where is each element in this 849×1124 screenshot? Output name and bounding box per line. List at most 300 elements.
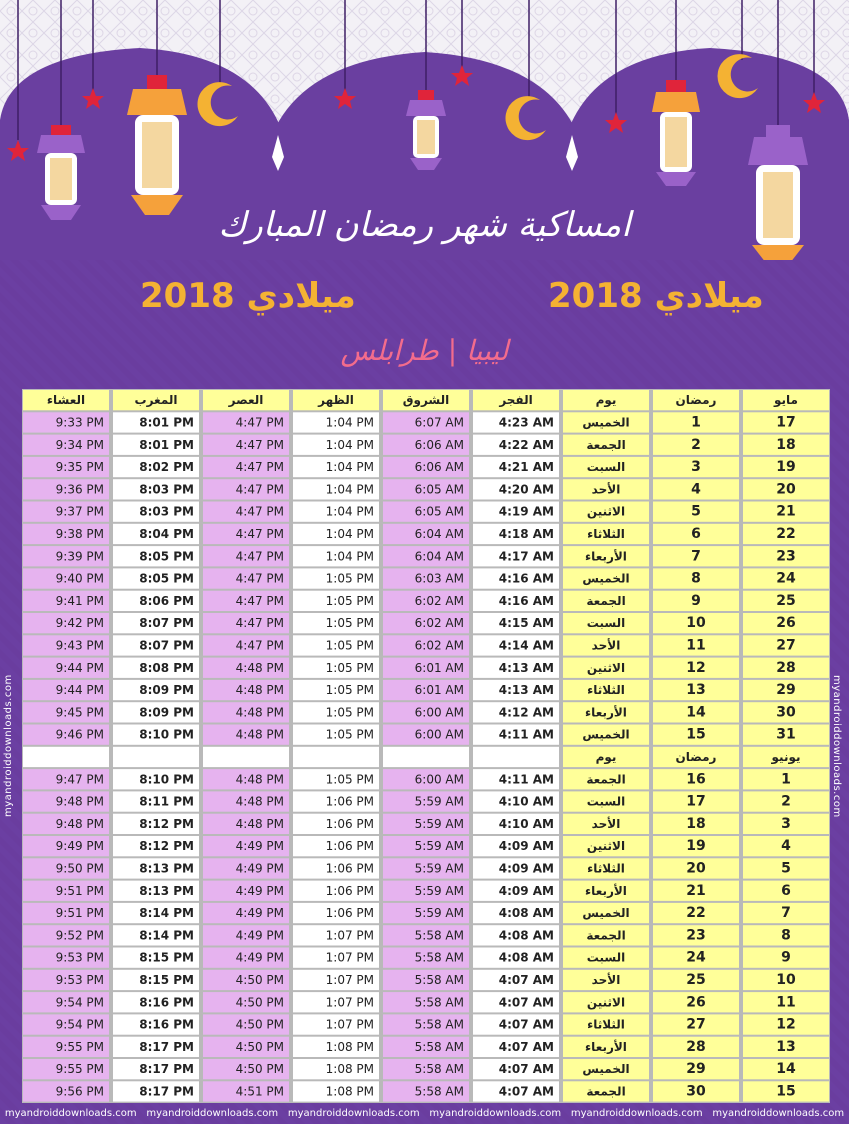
table-cell-text: 8:01 PM (139, 415, 194, 430)
table-cell-text: 19 (686, 838, 706, 855)
table-cell-text: 6:06 AM (414, 460, 464, 475)
table-cell-text: الاثنين (586, 839, 626, 854)
table-cell-text: 9:38 PM (55, 526, 104, 541)
table-cell-text: 4:10 AM (498, 816, 554, 831)
table-cell-text: 1 (781, 771, 791, 788)
table-cell-text: 17 (776, 414, 796, 431)
table-cell-bg (293, 747, 379, 767)
table-cell-text: 14 (686, 704, 706, 721)
column-header: مايو (774, 393, 798, 408)
table-cell-text: 8:14 PM (139, 906, 194, 921)
table-cell-text: الجمعة (586, 593, 626, 608)
table-cell-text: 8:09 PM (139, 705, 194, 720)
table-cell-text: 9:44 PM (55, 660, 104, 675)
table-cell-text: 1:04 PM (325, 460, 374, 475)
table-cell-text: 9:45 PM (55, 705, 104, 720)
table-cell-text: 29 (686, 1061, 706, 1078)
table-cell-text: الاثنين (586, 995, 626, 1010)
table-cell-text: 4:47 PM (235, 437, 284, 452)
table-cell-text: 8:12 PM (139, 839, 194, 854)
table-cell-text: 8:04 PM (139, 526, 194, 541)
table-cell-text: 9:37 PM (55, 504, 104, 519)
table-cell-text: 5:58 AM (414, 1017, 464, 1032)
table-cell-text: 1:08 PM (325, 1062, 374, 1077)
watermark-text: myandroiddownloads.com (429, 1108, 562, 1119)
table-cell-text: 9 (781, 949, 791, 966)
table-cell-text: 9:48 PM (55, 794, 104, 809)
table-cell-text: 8:03 PM (139, 504, 194, 519)
table-cell-text: 26 (776, 615, 796, 632)
table-cell-text: 4:17 AM (498, 549, 554, 564)
column-header: المغرب (134, 393, 178, 408)
table-cell-text: الأربعاء (585, 883, 627, 898)
table-cell-text: 9:53 PM (55, 950, 104, 965)
table-cell-text: 9:35 PM (55, 460, 104, 475)
table-cell-text: 27 (776, 637, 796, 654)
table-cell-text: 1:04 PM (325, 415, 374, 430)
table-cell-text: 8 (691, 570, 701, 587)
table-cell-text: 9:44 PM (55, 683, 104, 698)
table-cell-text: 10 (686, 615, 706, 632)
table-cell-text: 9:39 PM (55, 549, 104, 564)
table-cell-text: 16 (686, 771, 706, 788)
table-cell-text: 15 (776, 1083, 796, 1100)
table-cell-text: 8:14 PM (139, 928, 194, 943)
table-cell-text: 22 (776, 525, 796, 542)
table-cell-text: 6:02 AM (414, 616, 464, 631)
table-cell-text: 9:48 PM (55, 816, 104, 831)
table-cell-text: 9:52 PM (55, 928, 104, 943)
table-cell-text: 5:58 AM (414, 1062, 464, 1077)
table-cell-text: 18 (686, 815, 706, 832)
table-cell-text: 9:54 PM (55, 1017, 104, 1032)
table-cell-text: الأربعاء (585, 1039, 627, 1054)
table-cell-text: 4:16 AM (498, 571, 554, 586)
table-cell-text: 6:00 AM (414, 727, 464, 742)
table-cell-text: 11 (776, 994, 796, 1011)
column-header: الشروق (402, 393, 450, 408)
table-cell-text: 9:51 PM (55, 883, 104, 898)
table-cell-bg (473, 747, 559, 767)
table-cell-text: الأربعاء (585, 705, 627, 720)
table-cell-text: 18 (776, 436, 796, 453)
table-cell-text: 4:47 PM (235, 571, 284, 586)
table-cell-text: 5:58 AM (414, 995, 464, 1010)
table-cell-text: 1:05 PM (325, 616, 374, 631)
table-cell-text: 4:08 AM (498, 906, 554, 921)
table-cell-text: 4:49 PM (235, 839, 284, 854)
table-cell-bg (203, 747, 289, 767)
table-cell-text: 4:07 AM (498, 972, 554, 987)
table-cell-text: 30 (776, 704, 796, 721)
table-cell-text: 4:19 AM (498, 504, 554, 519)
table-cell-text: 19 (776, 459, 796, 476)
table-cell-text: 5:59 AM (414, 883, 464, 898)
table-cell-text: 5:59 AM (414, 861, 464, 876)
table-cell-text: 4:47 PM (235, 526, 284, 541)
table-cell-text: 29 (776, 682, 796, 699)
column-header: يوم (595, 393, 617, 408)
table-cell-text: الخميس (582, 1062, 630, 1077)
table-cell-text: 4:21 AM (498, 460, 554, 475)
table-cell-text: 8:07 PM (139, 638, 194, 653)
table-cell-text: 1:05 PM (325, 638, 374, 653)
table-cell-text: 8:13 PM (139, 861, 194, 876)
table-cell-text: 1:06 PM (325, 794, 374, 809)
table-cell-text: 5:58 AM (414, 928, 464, 943)
table-cell-text: 9:40 PM (55, 571, 104, 586)
table-cell-text: 9:33 PM (55, 415, 104, 430)
table-cell-text: 4:47 PM (235, 415, 284, 430)
table-cell-text: 17 (686, 793, 706, 810)
table-cell-text: 4:14 AM (498, 638, 554, 653)
table-cell-text: 8:13 PM (139, 883, 194, 898)
table-cell-text: 9:46 PM (55, 727, 104, 742)
table-cell-text: السبت (586, 616, 626, 631)
table-cell-text: 4:07 AM (498, 1084, 554, 1099)
table-cell-text: 4:50 PM (235, 1039, 284, 1054)
table-cell-text: 6 (781, 882, 791, 899)
table-cell-text: 4:48 PM (235, 816, 284, 831)
table-cell-text: 1:05 PM (325, 660, 374, 675)
table-cell-text: 1:05 PM (325, 593, 374, 608)
table-cell-text: 4:07 AM (498, 1062, 554, 1077)
table-cell-text: 6:00 AM (414, 705, 464, 720)
column-header: الفجر (499, 393, 533, 408)
column-header: يونيو (771, 749, 801, 764)
table-cell-text: 6:05 AM (414, 482, 464, 497)
table-cell-text: 4:47 PM (235, 549, 284, 564)
table-cell-text: الخميس (582, 906, 630, 921)
table-cell-text: 8:10 PM (139, 727, 194, 742)
table-cell-text: 6:04 AM (414, 549, 464, 564)
table-cell-text: 8 (781, 927, 791, 944)
table-cell-text: 6:01 AM (414, 683, 464, 698)
table-cell-text: 4:11 AM (498, 772, 554, 787)
prayer-times-grid (22, 389, 830, 1103)
table-cell-text: 4:09 AM (498, 839, 554, 854)
table-cell-text: 20 (686, 860, 706, 877)
table-cell-text: 1:07 PM (325, 995, 374, 1010)
table-cell-text: 1:05 PM (325, 683, 374, 698)
table-cell-text: 4:48 PM (235, 794, 284, 809)
table-cell-text: 1:07 PM (325, 1017, 374, 1032)
table-cell-text: 20 (776, 481, 796, 498)
table-cell-text: 4:49 PM (235, 883, 284, 898)
table-cell-text: 1:05 PM (325, 772, 374, 787)
table-cell-text: 4 (781, 838, 791, 855)
table-cell-text: 4:50 PM (235, 995, 284, 1010)
watermark-text: myandroiddownloads.com (3, 674, 14, 818)
year-label-right: 2018 ميلادي (548, 276, 764, 316)
table-cell-text: 9:42 PM (55, 616, 104, 631)
column-header: رمضان (675, 749, 717, 764)
table-cell-text: 9:56 PM (55, 1084, 104, 1099)
table-cell-text: 9:43 PM (55, 638, 104, 653)
table-cell-text: 4:47 PM (235, 460, 284, 475)
table-cell-text: السبت (586, 950, 626, 965)
table-cell-bg (113, 747, 199, 767)
table-cell-text: 1:04 PM (325, 482, 374, 497)
watermark-text: myandroiddownloads.com (146, 1108, 279, 1119)
table-cell-text: 9:55 PM (55, 1062, 104, 1077)
table-cell-text: الثلاثاء (587, 526, 625, 541)
table-cell-text: 1 (691, 414, 701, 431)
table-cell-text: 4:48 PM (235, 660, 284, 675)
table-cell-text: 4:51 PM (235, 1084, 284, 1099)
table-cell-text: الثلاثاء (587, 861, 625, 876)
table-cell-text: 4:18 AM (498, 526, 554, 541)
table-cell-text: 4:49 PM (235, 950, 284, 965)
year-label-left: 2018 ميلادي (140, 276, 356, 316)
table-cell-text: 26 (686, 994, 706, 1011)
table-cell-text: الجمعة (586, 928, 626, 943)
table-cell-text: 4:08 AM (498, 928, 554, 943)
table-cell-text: 21 (776, 503, 796, 520)
table-cell-text: 8:11 PM (139, 794, 194, 809)
table-cell-text: 6:07 AM (414, 415, 464, 430)
table-cell-text: 1:06 PM (325, 816, 374, 831)
table-cell-text: 24 (776, 570, 796, 587)
table-cell-text: 6:05 AM (414, 504, 464, 519)
table-cell-text: 8:01 PM (139, 437, 194, 452)
table-cell-text: 8:12 PM (139, 816, 194, 831)
table-cell-text: 1:08 PM (325, 1084, 374, 1099)
table-cell-text: 4:07 AM (498, 1039, 554, 1054)
table-cell-text: 4:49 PM (235, 861, 284, 876)
column-header: الظهر (318, 393, 354, 408)
table-cell-text: 2 (781, 793, 791, 810)
table-cell-text: 2 (691, 436, 701, 453)
table-cell-text: 23 (686, 927, 706, 944)
table-cell-text: 1:04 PM (325, 504, 374, 519)
table-cell-text: 9:53 PM (55, 972, 104, 987)
table-cell-text: 7 (691, 548, 701, 565)
table-cell-text: 8:16 PM (139, 1017, 194, 1032)
column-header: يوم (595, 749, 617, 764)
table-cell-text: 4:47 PM (235, 504, 284, 519)
table-cell-text: 8:05 PM (139, 571, 194, 586)
table-cell-text: 8:08 PM (139, 660, 194, 675)
table-cell-bg (383, 747, 469, 767)
table-cell-text: 5:59 AM (414, 839, 464, 854)
side-watermark-right (831, 390, 847, 1102)
table-cell-text: 4:47 PM (235, 482, 284, 497)
table-cell-text: 9:51 PM (55, 906, 104, 921)
table-cell-text: 1:04 PM (325, 437, 374, 452)
table-cell-text: الأحد (591, 482, 621, 497)
table-cell-text: 4:50 PM (235, 1062, 284, 1077)
table-cell-text: 6:02 AM (414, 638, 464, 653)
column-header: العشاء (46, 393, 86, 408)
table-cell-text: 9:55 PM (55, 1039, 104, 1054)
table-cell-text: 4:23 AM (498, 415, 554, 430)
table-cell-text: 13 (686, 682, 706, 699)
table-cell-text: 4 (691, 481, 701, 498)
table-cell-text: 6:02 AM (414, 593, 464, 608)
watermark-text: myandroiddownloads.com (831, 674, 842, 818)
table-cell-text: 8:17 PM (139, 1039, 194, 1054)
table-cell-text: 1:05 PM (325, 571, 374, 586)
table-cell-text: 4:48 PM (235, 683, 284, 698)
table-cell-text: 9:34 PM (55, 437, 104, 452)
table-cell-text: الاثنين (586, 504, 626, 519)
watermark-text: myandroiddownloads.com (712, 1108, 845, 1119)
table-cell-text: 1:07 PM (325, 950, 374, 965)
table-cell-text: 6:00 AM (414, 772, 464, 787)
table-cell-text: 15 (686, 726, 706, 743)
table-cell-text: 9:49 PM (55, 839, 104, 854)
table-cell-text: 30 (686, 1083, 706, 1100)
table-cell-text: 25 (776, 592, 796, 609)
table-cell-text: 12 (776, 1016, 796, 1033)
table-cell-text: 8:05 PM (139, 549, 194, 564)
table-cell-text: 1:05 PM (325, 727, 374, 742)
table-cell-text: 4:47 PM (235, 638, 284, 653)
column-header: العصر (228, 393, 264, 408)
table-cell-text: 9:41 PM (55, 593, 104, 608)
table-cell-text: 1:04 PM (325, 549, 374, 564)
table-cell-text: 3 (691, 459, 701, 476)
table-cell-text: 8:15 PM (139, 950, 194, 965)
table-cell-text: 4:15 AM (498, 616, 554, 631)
table-cell-text: 1:06 PM (325, 839, 374, 854)
table-cell-text: الخميس (582, 727, 630, 742)
table-cell-text: 8:15 PM (139, 972, 194, 987)
table-cell-text: 8:17 PM (139, 1062, 194, 1077)
table-cell-text: 24 (686, 949, 706, 966)
table-cell-text: 4:49 PM (235, 906, 284, 921)
watermark-text: myandroiddownloads.com (4, 1108, 137, 1119)
table-cell-text: 4:11 AM (498, 727, 554, 742)
table-cell-text: 8:03 PM (139, 482, 194, 497)
table-cell-text: 9:47 PM (55, 772, 104, 787)
footer-watermark (0, 1103, 849, 1124)
table-cell-text: 4:49 PM (235, 928, 284, 943)
table-cell-text: 13 (776, 1038, 796, 1055)
table-cell-text: الأحد (591, 816, 621, 831)
table-cell-text: 6:04 AM (414, 526, 464, 541)
table-cell-text: 4:08 AM (498, 950, 554, 965)
table-cell-text: 5:59 AM (414, 906, 464, 921)
table-cell-text: 8:06 PM (139, 593, 194, 608)
table-cell-text: 8:10 PM (139, 772, 194, 787)
table-cell-text: 25 (686, 971, 706, 988)
table-cell-text: 5:58 AM (414, 1084, 464, 1099)
table-cell-text: الخميس (582, 571, 630, 586)
table-cell-text: 4:50 PM (235, 972, 284, 987)
table-cell-text: 9 (691, 592, 701, 609)
table-cell-text: الاثنين (586, 660, 626, 675)
table-cell-text: 4:48 PM (235, 705, 284, 720)
table-cell-text: 4:12 AM (498, 705, 554, 720)
table-cell-text: 1:05 PM (325, 705, 374, 720)
table-cell-text: 4:16 AM (498, 593, 554, 608)
table-cell-text: 8:02 PM (139, 460, 194, 475)
table-cell-text: 8:07 PM (139, 616, 194, 631)
table-cell-text: 9:54 PM (55, 995, 104, 1010)
table-cell-text: 28 (686, 1038, 706, 1055)
table-cell-text: الجمعة (586, 437, 626, 452)
table-cell-text: 3 (781, 815, 791, 832)
table-cell-text: 28 (776, 659, 796, 676)
table-cell-text: الخميس (582, 415, 630, 430)
table-cell-text: 23 (776, 548, 796, 565)
table-cell-text: 9:36 PM (55, 482, 104, 497)
table-cell-text: السبت (586, 460, 626, 475)
table-cell-text: الثلاثاء (587, 683, 625, 698)
table-cell-text: 8:16 PM (139, 995, 194, 1010)
table-cell-text: 5:59 AM (414, 794, 464, 809)
table-cell-text: 22 (686, 905, 706, 922)
table-cell-text: 4:20 AM (498, 482, 554, 497)
table-cell-text: الثلاثاء (587, 1017, 625, 1032)
side-watermark-left (3, 390, 19, 1102)
page-title: امساكية شهر رمضان المبارك (218, 205, 631, 245)
table-cell-text: الأحد (591, 972, 621, 987)
table-cell-text: 21 (686, 882, 706, 899)
table-cell-text: 1:07 PM (325, 928, 374, 943)
table-cell-text: 4:48 PM (235, 772, 284, 787)
table-cell-text: 5 (781, 860, 791, 877)
table-cell-text: 1:06 PM (325, 906, 374, 921)
table-cell-text: الجمعة (586, 772, 626, 787)
table-cell-text: الأربعاء (585, 549, 627, 564)
table-cell-text: 6:01 AM (414, 660, 464, 675)
table-cell-text: 5 (691, 503, 701, 520)
table-cell-text: 6:06 AM (414, 437, 464, 452)
table-cell-text: 5:59 AM (414, 816, 464, 831)
location-label: ليبيا | طرابلس (340, 334, 509, 367)
table-cell-text: 1:08 PM (325, 1039, 374, 1054)
table-cell-text: 4:47 PM (235, 616, 284, 631)
table-cell-text: 1:06 PM (325, 861, 374, 876)
table-cell-text: 1:06 PM (325, 883, 374, 898)
table-cell-text: 4:47 PM (235, 593, 284, 608)
table-cell-text: 7 (781, 905, 791, 922)
watermark-text: myandroiddownloads.com (287, 1108, 420, 1119)
table-cell-text: 4:22 AM (498, 437, 554, 452)
table-cell-text: 4:48 PM (235, 727, 284, 742)
table-cell-text: 5:58 AM (414, 1039, 464, 1054)
table-cell-bg (23, 747, 109, 767)
table-cell-text: 12 (686, 659, 706, 676)
table-cell-text: 31 (776, 726, 796, 743)
table-cell-text: 4:09 AM (498, 861, 554, 876)
table-cell-text: 8:09 PM (139, 683, 194, 698)
table-cell-text: 6:03 AM (414, 571, 464, 586)
table-cell-text: 9:50 PM (55, 861, 104, 876)
column-header: رمضان (675, 393, 717, 408)
table-cell-text: 4:50 PM (235, 1017, 284, 1032)
table-cell-text: 5:58 AM (414, 972, 464, 987)
table-cell-text: 27 (686, 1016, 706, 1033)
watermark-text: myandroiddownloads.com (570, 1108, 703, 1119)
table-cell-text: 14 (776, 1061, 796, 1078)
table-cell-text: 4:10 AM (498, 794, 554, 809)
table-cell-text: 4:09 AM (498, 883, 554, 898)
table-cell-text: 4:13 AM (498, 660, 554, 675)
table-cell-text: 11 (686, 637, 706, 654)
table-cell-text: 5:58 AM (414, 950, 464, 965)
table-cell-text: 4:13 AM (498, 683, 554, 698)
table-cell-text: 1:07 PM (325, 972, 374, 987)
table-cell-text: 6 (691, 525, 701, 542)
prayer-times-table (22, 389, 830, 1103)
table-cell-text: الجمعة (586, 1084, 626, 1099)
table-cell-text: 4:07 AM (498, 995, 554, 1010)
table-cell-text: السبت (586, 794, 626, 809)
